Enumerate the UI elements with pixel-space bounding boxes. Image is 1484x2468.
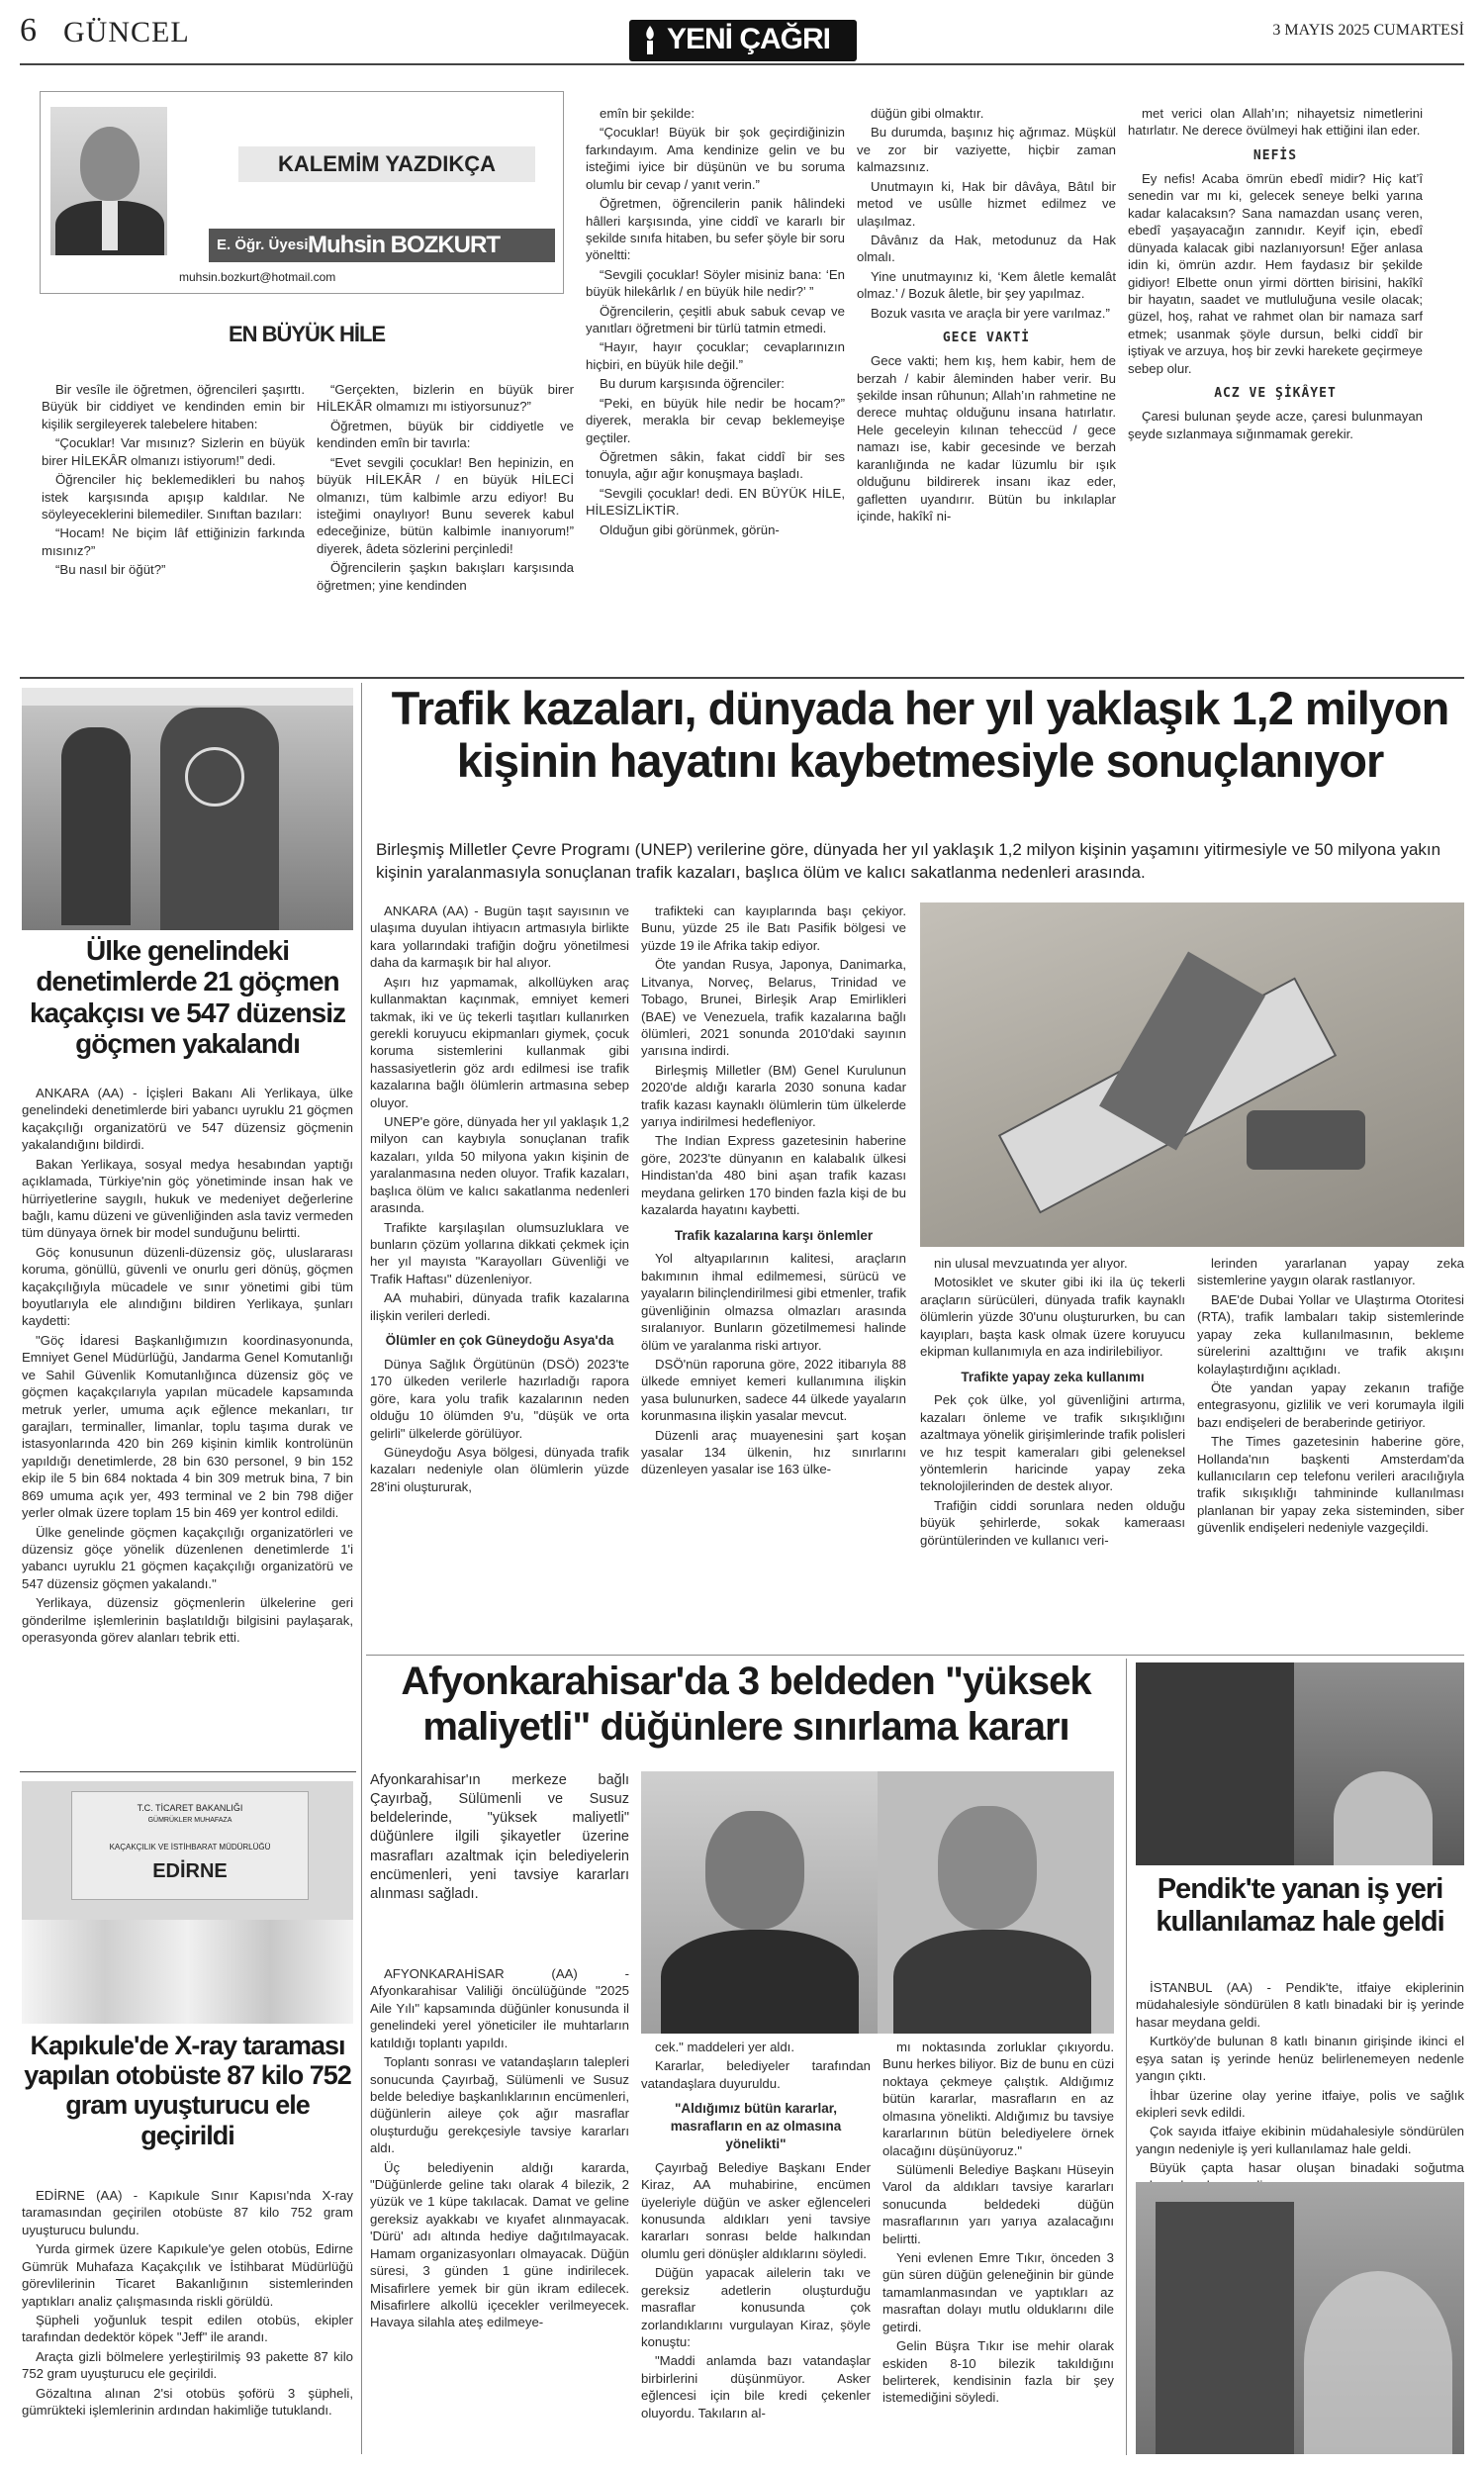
- paragraph: ANKARA (AA) - Bugün taşıt sayısının ve ulaşıma duyulan ihtiyacın artmasıyla birlikte kara yollarındaki trafiğin doğru yönetilmesi daha da karmaşık bir hal alıyor.: [370, 903, 629, 971]
- subhead-ai: Trafikte yapay zeka kullanımı: [961, 1369, 1145, 1384]
- paragraph: Çaresi bulunan şeyde acze, çaresi bulunmayan şeyde sızlanmaya sığınmamak gerekir.: [1128, 409, 1423, 441]
- paragraph: mı noktasında zorluklar çıkıyordu. Bunu herkes biliyor. Biz de bunu en cüzi noktaya çekmeye çalıştık. Aldığımız bütün kararlar, masrafların en az olmasına yönelikti. Aldığımız bu tavsiye kararlarının bütün belediyelere örnek olacağını düşünüyoruz.": [882, 2040, 1114, 2158]
- paragraph: “Hayır, hayır çocuklar; cevaplarınızın hiçbiri, en büyük hile değil.”: [586, 339, 845, 372]
- traffic-headline: Trafik kazaları, dünyada her yıl yaklaşık 1,2 milyon kişinin hayatını kaybetmesiyle sonuçlanıyor: [391, 682, 1449, 787]
- paragraph: Pek çok ülke, yol güvenliğini artırma, kazaları önleme ve trafik sıkışıklığını azaltmaya yönelik girişimlerinde trafik polisleri ve hız tespit kameraları gibi geleneksel yöntemlerin haricinde yapay zeka teknolojilerinden de destek alıyor.: [920, 1392, 1185, 1494]
- paragraph: “Hocam! Ne biçim lâf ettiğinizin farkında mısınız?”: [42, 525, 305, 558]
- paragraph: DSÖ'nün raporuna göre, 2022 itibarıyla 88 ülkede emniyet kemeri kullanımına ilişkin yasa bulunurken, sadece 44 ülkede yayaların korunmasına ilişkin yasalar mevcut.: [641, 1356, 906, 1424]
- wedding-col-3: [882, 2039, 1114, 2409]
- paragraph: “Çocuklar! Büyük bir şok geçirdiğinizin farkındayım. Ama kendinize gelin ve bu isteğimi iyice bir düşünün ve bu soruma olumlu bir cevap / yanıt verin.”: [586, 125, 845, 192]
- paragraph: The Times gazetesinin haberine göre, Hollanda'nın başkenti Amsterdam'da kullanıcıların cep telefonu verileri aracılığıyla trafik sıkışıklığı tahmininde kullanılması planlanan bir yapay zeka sisteminden, siber güvenlik endişeleri nedeniyle vazgeçildi.: [1197, 1434, 1464, 1536]
- paragraph: Toplantı sonrası ve vatandaşların talepleri sonucunda Çayırbağ, Sülümenli ve Susuz belde belediye başkanlıklarının encümenleri, düğünlerin aileye çok ağır masraflar oluşturduğu gerekçesiyle tavsiye kararları aldı.: [370, 2054, 629, 2156]
- column-text-2: [317, 381, 574, 596]
- migrants-headline: Ülke genelindeki denetimlerde 21 göçmen kaçakçısı ve 547 düzensiz göçmen yakalandı: [30, 935, 345, 1060]
- issue-date: 3 MAYIS 2025 CUMARTESİ: [1272, 22, 1464, 39]
- migrants-body: [22, 1085, 353, 1649]
- paragraph: Öğrencilerin şaşkın bakışları karşısında öğretmen; yine kendinden: [317, 560, 574, 593]
- paragraph: Düzenli araç muayenesini şart koşan yasalar 134 ülkenin, hız sınırlarını düzenleyen yasalar ise 163 ülke-: [641, 1427, 906, 1477]
- paragraph: “Peki, en büyük hile nedir be hocam?” diyerek, merakla bir cevap beklemeyişe geçtiler.: [586, 395, 845, 445]
- traffic-col-1: [370, 902, 629, 1497]
- paragraph: trafikteki can kayıplarında başı çekiyor. Bunu, yüzde 25 ile Batı Pasifik bölgesi ve yüzde 19 ile Afrika takip ediyor.: [641, 903, 906, 953]
- paragraph: met verici olan Allah’ın; nihayetsiz nimetlerini hatırlatır. Ne derece övülmeyi hak ettiğini ilan eder.: [1128, 106, 1423, 139]
- paragraph: Dünya Sağlık Örgütünün (DSÖ) 2023'te 170 ülkeden verilerle hazırladığı rapora göre, kara yolu trafik kazalarının neden olduğu 10 ölümden 9'u, "düşük ve orta gelirli" ülkelerde görülüyor.: [370, 1356, 629, 1441]
- traffic-col-3: [920, 1255, 1185, 1551]
- subhead-nefis: NEFİS: [1252, 147, 1298, 163]
- traffic-col-4: [1197, 1255, 1464, 1539]
- paragraph: Araçta gizli bölmelere yerleştirilmiş 93 pakette 87 kilo 752 gram uyuşturucu ele geçirildi.: [22, 2348, 353, 2382]
- wedding-col-1: [370, 1965, 629, 2333]
- paragraph: “Çocuklar! Var mısınız? Sizlerin en büyük birer HİLEKÂR olmanızı istiyorum!” dedi.: [42, 435, 305, 468]
- paragraph: Yerlikaya, düzensiz göçmenlerin ülkelerine geri gönderilme işlemlerinin başlatıldığı bilgisini paylaşarak, operasyonda görev alanları tebrik etti.: [22, 1595, 353, 1646]
- paragraph: düğün gibi olmaktır.: [871, 106, 984, 121]
- wedding-lead: Afyonkarahisar'ın merkeze bağlı Çayırbağ, Sülümenli ve Susuz beldelerinde, "yüksek maliyetli" düğünlere ilgili şikayetler üzerine masrafları azaltmak için belediyelerin encümenleri, yeni tavsiye kararları alınması sağladı.: [370, 1772, 629, 1902]
- paragraph: “Sevgili çocuklar! Söyler misiniz bana: ‘En büyük hilekârlık / en büyük hile nedir?’ ”: [586, 266, 845, 300]
- paragraph: Göç konusunun düzenli-düzensiz göç, uluslararası koruma, gönüllü, güvenli ve onurlu geri dönüş, göçmen kaçakçılığıyla mücadele ve sınır yönetimi gibi tüm boyutlarıyla ele alındığını bildiren Yerlikaya, şunları kaydetti:: [22, 1244, 353, 1329]
- paragraph: Öte yandan Rusya, Japonya, Danimarka, Litvanya, Norveç, Belarus, Trinidad ve Tobago, Brunei, Birleşik Arap Emirlikleri (BAE) ve Venezuela, trafik kazalarına bağlı ölümleri, 2021 sonunda 2010'daki sayının yarısına indirdi.: [641, 957, 906, 1059]
- paragraph: “Evet sevgili çocuklar! Ben hepinizin, en büyük HİLEKÂR / en büyük HİLECİ olmanızı, tüm kalbimle arzu ediyor! Bu isteğimi onaylıyor! Bunu severek kabul edeceğinize, bütün kalbimle inanıyorum!” diyerek, âdeta sözlerini perçinledi!: [317, 454, 574, 556]
- author-photo: [50, 107, 167, 255]
- xray-body: [22, 2187, 353, 2421]
- subhead-wedding-quote: "Aldığımız bütün kararlar, masrafların en az olmasına yönelikti": [670, 2101, 842, 2151]
- paragraph: İhbar üzerine olay yerine itfaiye, polis ve sağlık ekipleri sevk edildi.: [1136, 2087, 1464, 2120]
- column-text-3: [586, 105, 845, 540]
- paragraph: nin ulusal mevzuatında yer alıyor.: [934, 1256, 1128, 1271]
- paragraph: Çok sayıda itfaiye ekibinin müdahalesiyle söndürülen yangın nedeniyle iş yeri kullanılamaz hale geldi.: [1136, 2124, 1464, 2156]
- pendik-headline: Pendik'te yanan iş yeri kullanılamaz hale geldi: [1156, 1873, 1444, 1939]
- paragraph: Gözaltına alınan 2'si otobüs şoförü 3 şüpheli, gümrükteki işlemlerinin ardından hakimliğe tutuklandı.: [22, 2385, 353, 2419]
- paragraph: Yol altyapılarının kalitesi, araçların bakımının ihmal edilmemesi, sürücü ve yayaların bilinçlendirilmesi gibi etmenler, trafik güvenliğinin olmazsa olmazları arasında sıralanıyor. Bunların gözetilmemesi halinde ölüm ve yaralanma riski artıyor.: [641, 1251, 906, 1353]
- paragraph: İSTANBUL (AA) - Pendik'te, itfaiye ekiplerinin müdahalesiyle söndürülen 8 katlı binadaki bir iş yerinde hasar meydana geldi.: [1136, 1980, 1464, 2030]
- paragraph: Yine unutmayınız ki, ‘Kem âletle kemalât olmaz.’ / Bozuk âletle, bir şey yapılmaz.: [857, 268, 1116, 302]
- column-header-box: [40, 91, 564, 294]
- column-text-4: [857, 105, 1116, 526]
- paragraph: Gelin Büşra Tıkır ise mehir olarak eskiden 8-10 bilezik takıldığını belirterek, kendisinin fazla bir şey istemediğini söyledi.: [882, 2338, 1114, 2406]
- traffic-deck: Birleşmiş Milletler Çevre Programı (UNEP) verilerine göre, dünyada her yıl yaklaşık 1,2 milyon kişinin yaşamını yitirmesiyle ve 50 milyona yakın kişinin yaralanmasıyla sonuçlanan trafik kazaları, başlıca ölüm ve kalıcı sakatlanma nedenleri arasında.: [376, 840, 1441, 882]
- paragraph: Trafikte karşılaşılan olumsuzluklara ve bunların çözüm yollarına dikkati çekmek için her yıl mayısta "Karayolları Güvenliği ve Trafik Haftası" düzenleniyor.: [370, 1219, 629, 1286]
- migrant-checks-photo: [22, 688, 353, 930]
- paragraph: Bozuk vasıta ve araçla bir yere varılmaz.”: [871, 305, 1110, 321]
- mayors-photo: [641, 1771, 1114, 2034]
- paragraph: Öğretmen, büyük bir ciddiyetle ve kendinden emîn bir tavırla:: [317, 418, 574, 451]
- author-email: muhsin.bozkurt@hotmail.com: [179, 270, 336, 284]
- fire-photo-1: [1136, 1662, 1464, 1865]
- paragraph: Öğretmen sâkin, fakat ciddî bir ses tonuyla, ağır ağır konuşmaya başladı.: [586, 449, 845, 482]
- subhead-southeast-asia: Ölümler en çok Güneydoğu Asya'da: [385, 1333, 614, 1349]
- paragraph: Unutmayın ki, Hak bir dâvâya, Bâtıl bir metod ve usûlle hizmet edilmez ve ulaşılmaz.: [857, 178, 1116, 229]
- paragraph: Kararlar, belediyeler tarafından vatandaşlara duyuruldu.: [641, 2058, 871, 2091]
- pendik-body: [1136, 1979, 1464, 2196]
- subhead-acz: ACZ VE ŞİKÂYET: [1214, 386, 1337, 402]
- paragraph: UNEP'e göre, dünyada her yıl yaklaşık 1,2 milyon can kaybıyla sonuçlanan trafik kazaları, yılda 50 milyona yakın kişinin de yaralanmasına neden oluyor. Trafik kazaları, başlıca ölüm ve kalıcı sakatlanma nedenleri arasında.: [370, 1114, 629, 1216]
- paragraph: Birleşmiş Milletler (BM) Genel Kurulunun 2020'de aldığı kararla 2030 sonuna kadar trafik kazası kaynaklı ölümlerin tüm ülkelerde yarıya indirilmesi hedefleniyor.: [641, 1062, 906, 1130]
- paragraph: EDİRNE (AA) - Kapıkule Sınır Kapısı'nda X-ray taramasından geçirilen otobüste 87 kilo 752 gram uyuşturucu bulundu.: [22, 2188, 353, 2237]
- paragraph: Gece vakti; hem kış, hem kabir, hem de berzah / kabir âleminden haber verir. Bu şekilde insan rûhunun; Allah’ın rahmetine ne derece muhtaç olduğunu insana hatırlatır. Hele geceleyin kılınan teheccüd / gece namazı ise, kabir gecesinde ve berzah karanlığında ne kadar lüzumlu bir ışık olduğunu bildirerek insanı ikaz eder, gafletten uyandırır. Bütün bu inkılaplar içinde, hakîkî ni-: [857, 353, 1116, 524]
- paragraph: Trafiğin ciddi sorunlara neden olduğu büyük şehirlerde, sokak kameraası görüntülerinden ve kullanıcı veri-: [920, 1497, 1185, 1548]
- traffic-col-2: [641, 902, 906, 1480]
- paragraph: Çayırbağ Belediye Başkanı Ender Kiraz, AA muhabirine, encümen üyeleriyle düğün ve asker eğlenceleri konusunda aldıkları yeni tavsiye kararları sonrası belde halkından olumlu geri dönüşler aldıklarını söyledi.: [641, 2159, 871, 2261]
- paragraph: lerinden yararlanan yapay zeka sistemlerine yaygın olarak rastlanıyor.: [1197, 1256, 1464, 1288]
- paragraph: emîn bir şekilde:: [600, 106, 696, 121]
- paragraph: Olduğun gibi görünmek, görün-: [600, 522, 780, 537]
- page-number: 6: [20, 12, 37, 48]
- paragraph: "Göç İdaresi Başkanlığımızın koordinasyonunda, Emniyet Genel Müdürlüğü, Jandarma Genel Komutanlığı ve Sahil Güvenlik Komutanlığınca düzensiz göç ve göçmen kaçakçılarıyla yapılan mücadele kapsamında metruk yerler, umuma açık eğlence mekanları, tır garajları, terminaller, limanlar, toplu taşıma durak ve istasyonlarında 420 bin 269 kişinin kimlik kontrolünün yapıldığı denetimlerde, 28 bin 630 personel, 9 bin 152 ekip ile 5 bin 684 noktada 4 bin 309 metruk bina, 7 bin 869 umuma açık yer, 493 terminal ve 2 bin 798 diğer yerler olmak üzere toplam 15 bin 469 yer kontrol edildi.: [22, 1332, 353, 1521]
- column-text-5: [1128, 105, 1423, 444]
- paragraph: Büyük çapta hasar oluşan binadaki soğutma: [1150, 2160, 1464, 2176]
- xray-drugs-photo: T.C. TİCARET BAKANLIĞI GÜMRÜKLER MUHAFAZA KAÇAKÇILIK VE İSTİHBARAT MÜDÜRLÜĞÜ EDİRNE: [22, 1781, 353, 2024]
- paragraph: The Indian Express gazetesinin haberine göre, 2023'te dünyanın en kalabalık ülkesi Hindistan'da 480 bini aşan trafik kazası meydana gelirken 170 binden fazla kişi de bu kazalarda hayatını kaybetti.: [641, 1133, 906, 1218]
- paragraph: AA muhabiri, dünyada trafik kazalarına ilişkin verileri derledi.: [370, 1290, 629, 1323]
- torch-icon: [637, 24, 663, 57]
- paragraph: Yurda girmek üzere Kapıkule'ye gelen otobüs, Edirne Gümrük Muhafaza Kaçakçılık ve İstihbarat Müdürlüğü görevlilerinin Ticaret Bakanlığının sistemlerinden yaptıkları analiz çalışmasında riskli görüldü.: [22, 2241, 353, 2309]
- paragraph: cek." maddeleri yer aldı.: [655, 2040, 795, 2054]
- fire-photo-2: [1136, 2182, 1464, 2454]
- paragraph: Düğün yapacak ailelerin takı ve gereksiz adetlerin oluşturduğu masraflar konusunda çok zorlandıklarını vurgulayan Kiraz, şöyle konuştu:: [641, 2265, 871, 2349]
- paragraph: "Maddi anlamda bazı vatandaşlar birbirlerini düşünmüyor. Asker eğlencesi için bile kredi çekenler oluyordu. Takıların al-: [641, 2353, 871, 2421]
- paragraph: Yeni evlenen Emre Tıkır, önceden 3 gün süren düğün geleneğinin bir günde tamamlanmasından ve yaptıkları az masraftan dolayı mutlu olduklarını dile getirdi.: [882, 2250, 1114, 2334]
- paragraph: Şüpheli yoğunluk tespit edilen otobüs, ekipler tarafından dedektör köpek "Jeff" ile arandı.: [22, 2312, 353, 2345]
- page-header: [0, 0, 1484, 59]
- paragraph: Öğrencilerin, çeşitli abuk sabuk cevap ve yanıtları öğretmeni bir türlü tatmin etmedi.: [586, 303, 845, 336]
- column-badge: KALEMİM YAZDIKÇA: [238, 146, 535, 182]
- paragraph: Dâvânız da Hak, metodunuz da Hak olmalı.: [857, 232, 1116, 265]
- section-name: GÜNCEL: [63, 16, 190, 48]
- paragraph: Ey nefis! Acaba ömrün ebedî midir? Hiç kat’î senedin var mı ki, gelecek seneye belki yarına kadar kalacaksın? Sana namazdan usanç veren, ebedî yaşayacağın zannıdır. Keyif için, ebedî dünyada kalacak gibi nazlanıyorsun! Eğer anlasa idin ki, ömrün azdır. Hem faydasız bir şekilde gidiyor! Elbette onun yirmi dörtten birisini, hakîkî bir hayatın, saadet ve mutluluğuna vesile olacak; güzel, hoş, rahat ve rahmet olan bir namaza sarf etmek; usanmak şöyle dursun, belki ciddî bir iştiyak ve arzuya, hoş bir zevki harekete geçirmeye sebep olur.: [1128, 171, 1423, 376]
- paragraph: Aşırı hız yapmamak, alkollüyken araç kullanmaktan kaçınmak, emniyet kemeri takmak, iki ve üç tekerli taşıtları kullanırken gerekli koruyucu ekipmanları giymek, çocuk koruma sistemlerini kullanmak gibi hassasiyetlerin göz ardı edilmesi ise trafik kazalarına bağlı ölümlerin artmasına sebep oluyor.: [370, 974, 629, 1110]
- column-text-1: [42, 381, 305, 581]
- newspaper-logo: YENİ ÇAĞRI: [629, 20, 857, 61]
- wedding-headline: Afyonkarahisar'da 3 beldeden "yüksek maliyetli" düğünlere sınırlama kararı: [401, 1660, 1091, 1749]
- paragraph: Ülke genelinde göçmen kaçakçılığı organizatörleri ve düzensiz göçe yönelik düzenlenen denetimlerde 1'i yabancı uyruklu 21 göçmen kaçakçılığı organizatörü ve 547 düzensiz göçmen yakalandı.": [22, 1524, 353, 1591]
- bus-accident-photo: [920, 902, 1464, 1247]
- subhead-gece-vakti: GECE VAKTİ: [942, 331, 1031, 346]
- author-bar: E. Öğr. Üyesi Muhsin BOZKURT: [209, 229, 555, 262]
- paragraph: Üç belediyenin aldığı kararda, "Düğünlerde geline takı olarak 4 bilezik, 2 yüzük ve 1 küpe takılacak. Damat ve geline gereksiz ayakkabı ve kıyafet alınmayacak. 'Dürü' adı altında hediye dağıtılmayacak. Hamam organizasyonları olmayacak. Düğün süresi, 3 günden 1 güne indirilecek. Misafirlere yemek bir gün ikram edilecek. Misafirlere alkollü içecekler verilmeyecek. Havaya silahla ateş edilmeye-: [370, 2159, 629, 2330]
- paragraph: Öğrenciler hiç beklemedikleri bu nahoş istek karşısında apışıp kaldılar. Ne söyleyeceklerini bilemediler. Sınıftan bazıları:: [42, 472, 305, 522]
- paragraph: Bu durum karşısında öğrenciler:: [600, 376, 785, 392]
- paragraph: Bir vesîle ile öğretmen, öğrencileri şaşırttı. Büyük bir ciddiyet ve kendinden emin bir kişilik sergileyerek talebelere hitaben:: [42, 382, 305, 431]
- paragraph: Bakan Yerlikaya, sosyal medya hesabından yaptığı açıklamada, Türkiye'nin göç yönetiminde insan hak ve hürriyetlerine saygılı, hukuk ve medeniyet değerlerine bağlı, kamu düzeni ve güvenliğinden asla taviz vermeden tüm dünyaya örnek bir model sunduğunu belirtti.: [22, 1156, 353, 1241]
- paragraph: Öte yandan yapay zekanın trafiğe entegrasyonu, gizlilik ve veri korumayla ilgili bazı endişeleri de beraberinde getiriyor.: [1197, 1379, 1464, 1430]
- paragraph: ANKARA (AA) - İçişleri Bakanı Ali Yerlikaya, ülke genelindeki denetimlerde biri yabancı uyruklu 21 göçmen kaçakçılığı organizatörü ve 547 düzensiz göçmenin yakalandığını bildirdi.: [22, 1086, 353, 1153]
- subhead-precautions: Trafik kazalarına karşı önlemler: [674, 1227, 874, 1243]
- xray-headline: Kapıkule'de X-ray taraması yapılan otobüste 87 kilo 752 gram uyuşturucu ele geçirildi: [24, 2031, 351, 2150]
- wedding-col-2: [641, 2039, 871, 2423]
- paragraph: Kurtköy'de bulunan 8 katlı binanın girişinde ikinci el eşya satan iş yerinde henüz belirlenemeyen nedenle yangın çıktı.: [1136, 2034, 1464, 2084]
- column-title: EN BÜYÜK HİLE: [228, 322, 386, 346]
- paragraph: AFYONKARAHİSAR (AA) - Afyonkarahisar Valiliği öncülüğünde "2025 Aile Yılı" kapsamında düğünler konusunda il genelindeki yerel yöneticiler ile muhtarların katıldığı toplantı yapıldı.: [370, 1966, 629, 2050]
- paragraph: Bu durumda, başınız hiç ağrımaz. Müşkül ve zor bir vaziyette, hiçbir zaman kalmazsınız.: [857, 125, 1116, 175]
- paragraph: BAE'de Dubai Yollar ve Ulaştırma Otoritesi (RTA), trafik lambaları takip sistemlerinde yapay zeka kullanılmasının, bekleme sürelerini azalttığını ve trafik akışını kolaylaştırdığını açıkladı.: [1197, 1291, 1464, 1376]
- paragraph: “Sevgili çocuklar! dedi. EN BÜYÜK HİLE, HİLESİZLİKTİR.: [586, 485, 845, 519]
- paragraph: “Bu nasıl bir öğüt?”: [55, 562, 166, 578]
- paragraph: Güneydoğu Asya bölgesi, dünyada trafik kazaları nedeniyle olan ölümlerin yüzde 28'ini oluştururak,: [370, 1445, 629, 1494]
- paragraph: Motosiklet ve skuter gibi iki ila üç tekerli araçların sürücüleri, dünyada trafik kaynaklı ölümlerin yüzde 30'unu oluştururken, bu can kayıpları, başta kask olmak üzere koruyucu ekipman kullanımıyla en aza indirilebiliyor.: [920, 1275, 1185, 1360]
- paragraph: “Gerçekten, bizlerin en büyük birer HİLEKÂR olmamızı mı istiyorsunuz?”: [317, 382, 574, 415]
- paragraph: Öğretmen, öğrencilerin panik hâlindeki hâlleri karşısında, yine ciddî ve kararlı bir şekilde sınıfa hitaben, bu sefer şöyle bir soru yöneltti:: [586, 196, 845, 263]
- paragraph: Sülümenli Belediye Başkanı Hüseyin Varol da aldıkları tavsiye kararları sonucunda beldedeki düğün masraflarının yarı yarıya azalacağını belirtti.: [882, 2161, 1114, 2246]
